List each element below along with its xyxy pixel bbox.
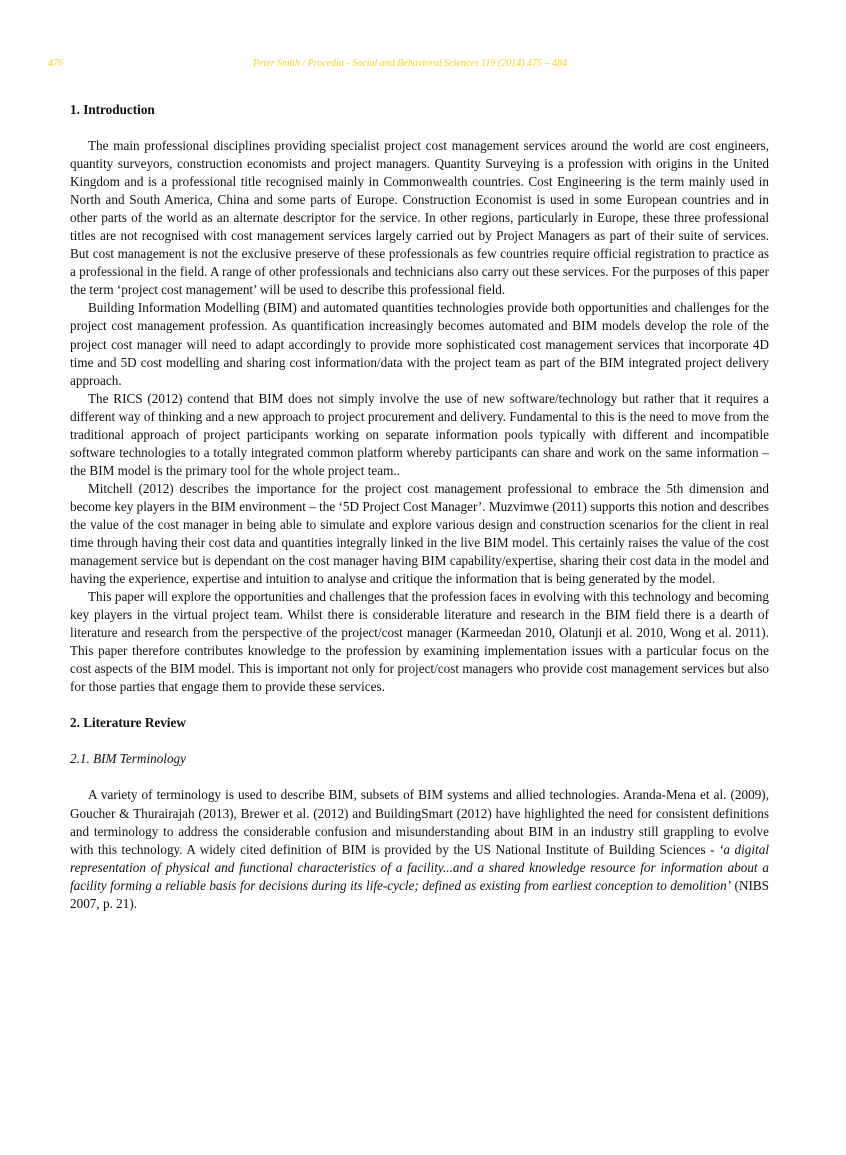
section-heading-introduction: 1. Introduction bbox=[70, 102, 155, 117]
paragraph: This paper will explore the opportunities and challenges that the profession faces in evolving with this technology and becoming key players in the virtual project team. Whilst there is considerable literature and research in the BIM field there is a dearth of literature and research from the perspective of the project/cost manager (Karmeedan 2010, Olatunji et al. 2010, Wong et al. 2011). This paper therefore contributes knowledge to the profession by examining implementation issues with a particular focus on the cost aspects of the BIM model. This is important not only for project/cost managers who provide cost management services but also for those parties that engage them to provide these services. bbox=[70, 589, 769, 695]
section-heading-literature-review: 2. Literature Review bbox=[70, 715, 186, 731]
subsection-heading-bim-terminology: 2.1. BIM Terminology bbox=[70, 751, 186, 767]
paragraph bbox=[70, 786, 769, 912]
paragraph: The main professional disciplines providing specialist project cost management services around the world are cost engineers, quantity surveyors, construction economists and project managers. Quantity Surveying is a profession with origins in the United Kingdom and is a professional title recognised mainly in Commonwealth countries. Cost Engineering is the term mainly used in North and South America, China and some parts of Europe. Construction Economist is used in some European countries and in other parts of the world as an alternate descriptor for the service. In other regions, particularly in Europe, these three professional titles are not recognised with cost management services largely carried out by Project Managers as part of their suite of services. But cost management is not the exclusive preserve of these professionals as few countries require official registration to practice as a professional in the field. A range of other professionals and technicians also carry out these services. For the purposes of this paper the term ‘project cost management’ will be used to describe this professional field. bbox=[70, 138, 769, 298]
running-head: Peter Smith / Procedia - Social and Behavioral Sciences 119 (2014) 475 – 484 bbox=[252, 58, 568, 69]
nibs-definition-quote: ‘a digital representation of physical and functional characteristics of a facility...and a shared knowledge resource for information about a facility forming a reliable basis for decisions during its life-cycle; defined as existing from earliest conception to demolition’ bbox=[70, 841, 769, 893]
paragraph: Building Information Modelling (BIM) and automated quantities technologies provide both opportunities and challenges for the project cost management profession. As quantification increasingly becomes automated and BIM models develop the role of the project cost manager will need to adapt accordingly to provide more sophisticated cost management services that incorporate 4D time and 5D cost modelling and sharing cost information/data with the project team as part of the BIM integrated project delivery approach. bbox=[70, 300, 769, 388]
paragraph: The RICS (2012) contend that BIM does not simply involve the use of new software/technology but rather that it requires a different way of thinking and a new approach to project procurement and delivery. Fundamental to this is the need to move from the traditional approach of project participants working on separate information pools typically with different and incompatible software technologies to a totally integrated common platform whereby participants can share and work on the same information – the BIM model is the primary tool for the whole project team.. bbox=[70, 390, 769, 478]
page-number: 476 bbox=[48, 58, 63, 69]
running-header bbox=[48, 58, 772, 74]
paragraph-text: A variety of terminology is used to describe BIM, subsets of BIM systems and allied technologies. Aranda-Mena et al. (2009), Goucher & Thurairajah (2013), Brewer et al. (2012) and BuildingSmart (2012) have highlighted the need for consistent definitions and terminology to address the considerable confusion and misunderstanding about BIM in an industry still grappling to evolve with this technology. A widely cited definition of BIM is provided by the US National Institute of Building Sciences - bbox=[70, 787, 769, 857]
paragraph: Mitchell (2012) describes the importance for the project cost management professional to embrace the 5th dimension and become key players in the BIM environment – the ‘5D Project Cost Manager’. Muzvimwe (2011) supports this notion and describes the value of the cost manager in being able to simulate and explore various design and construction scenarios for the client in real time through having their cost data and quantities integrally linked in the live BIM model. This certainly raises the value of the cost management service but is dependant on the cost manager having BIM capability/expertise, sharing their cost data in the model and having the experience, expertise and intuition to analyse and critique the information that is being generated by the model. bbox=[70, 480, 769, 587]
paragraph-citation: (NIBS 2007, p. 21). bbox=[70, 877, 769, 911]
article-body bbox=[70, 101, 769, 913]
